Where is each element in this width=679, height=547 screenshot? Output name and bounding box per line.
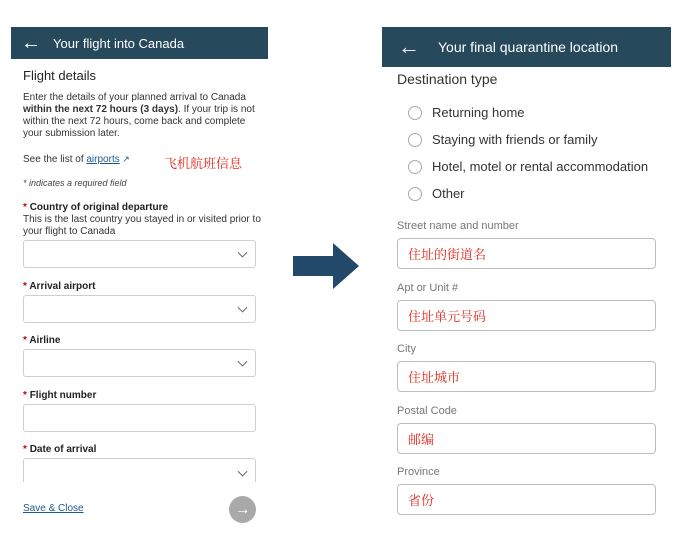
radio-label: Returning home bbox=[432, 105, 525, 120]
radio-circle[interactable] bbox=[408, 187, 422, 201]
arrival-airport-select[interactable] bbox=[23, 295, 256, 323]
flight-number-input[interactable] bbox=[23, 404, 256, 432]
intro-text-bold: within the next 72 hours (3 days) bbox=[23, 104, 179, 115]
airports-link[interactable]: airports bbox=[86, 154, 120, 165]
date-arrival-select[interactable] bbox=[23, 458, 256, 482]
apt-label: Apt or Unit # bbox=[397, 282, 459, 294]
radio-label: Hotel, motel or rental accommodation bbox=[432, 159, 649, 174]
chevron-down-icon bbox=[238, 248, 248, 258]
back-arrow-icon[interactable]: ← bbox=[21, 32, 41, 54]
intro-text-end: . If your trip is not within the next 72 hours, come back and complete your submission later. bbox=[23, 104, 255, 139]
save-close-link[interactable]: Save & Close bbox=[23, 503, 84, 514]
radio-label: Other bbox=[432, 186, 465, 201]
street-input[interactable]: 住址的街道名 bbox=[397, 238, 656, 269]
country-departure-select[interactable] bbox=[23, 240, 256, 268]
radio-circle[interactable] bbox=[408, 133, 422, 147]
radio-circle[interactable] bbox=[408, 160, 422, 174]
street-label: Street name and number bbox=[397, 220, 519, 232]
radio-hotel[interactable] bbox=[408, 159, 648, 174]
apt-input[interactable]: 住址单元号码 bbox=[397, 300, 656, 331]
left-header-title: Your flight into Canada bbox=[53, 35, 185, 51]
province-label: Province bbox=[397, 466, 440, 478]
chevron-down-icon bbox=[238, 357, 248, 367]
right-header-title: Your final quarantine location bbox=[438, 39, 619, 55]
radio-circle[interactable] bbox=[408, 106, 422, 120]
flow-arrow-icon bbox=[293, 243, 359, 289]
country-departure-help: This is the last country you stayed in or visited prior to your flight to Canada bbox=[23, 214, 261, 237]
flight-number-label-text: Flight number bbox=[29, 390, 97, 401]
arrival-airport-label-text: Arrival airport bbox=[29, 281, 96, 292]
flight-info-annotation: 飞机航班信息 bbox=[164, 156, 243, 171]
radio-label: Staying with friends or family bbox=[432, 132, 598, 147]
see-airports-line bbox=[23, 153, 130, 166]
back-arrow-icon[interactable]: ← bbox=[398, 34, 420, 59]
province-input[interactable]: 省份 bbox=[397, 484, 656, 515]
country-departure-label-text: Country of original departure bbox=[29, 202, 169, 213]
date-arrival-clip bbox=[23, 458, 256, 482]
arrival-airport-label: * Arrival airport bbox=[23, 281, 96, 292]
city-input[interactable]: 住址城市 bbox=[397, 361, 656, 392]
external-link-icon: ↗ bbox=[119, 154, 130, 164]
city-label: City bbox=[397, 343, 416, 355]
next-button[interactable] bbox=[229, 496, 256, 523]
left-header-bar bbox=[11, 27, 268, 59]
destination-type-title: Destination type bbox=[397, 71, 498, 87]
country-departure-label: * Country of original departure bbox=[23, 202, 169, 213]
radio-staying-friends[interactable] bbox=[408, 132, 597, 147]
airline-label: * Airline bbox=[23, 335, 61, 346]
flight-intro-text bbox=[23, 92, 259, 140]
chevron-down-icon bbox=[238, 303, 248, 313]
intro-text-start: Enter the details of your planned arrival to Canada bbox=[23, 92, 246, 103]
see-list-text: See the list of bbox=[23, 154, 87, 165]
postal-code-label: Postal Code bbox=[397, 405, 457, 417]
postal-code-input[interactable]: 邮编 bbox=[397, 423, 656, 454]
flight-number-label: * Flight number bbox=[23, 390, 97, 401]
airline-label-text: Airline bbox=[29, 335, 61, 346]
chevron-down-icon bbox=[238, 467, 248, 477]
right-header-bar bbox=[382, 27, 671, 67]
arrow-right-icon: → bbox=[234, 500, 251, 518]
date-arrival-label: * Date of arrival bbox=[23, 444, 97, 455]
flight-details-title: Flight details bbox=[23, 68, 96, 83]
radio-returning-home[interactable] bbox=[408, 105, 525, 120]
date-arrival-label-text: Date of arrival bbox=[29, 444, 97, 455]
airline-select[interactable] bbox=[23, 349, 256, 377]
radio-other[interactable] bbox=[408, 186, 465, 201]
required-note: * indicates a required field bbox=[23, 178, 127, 188]
